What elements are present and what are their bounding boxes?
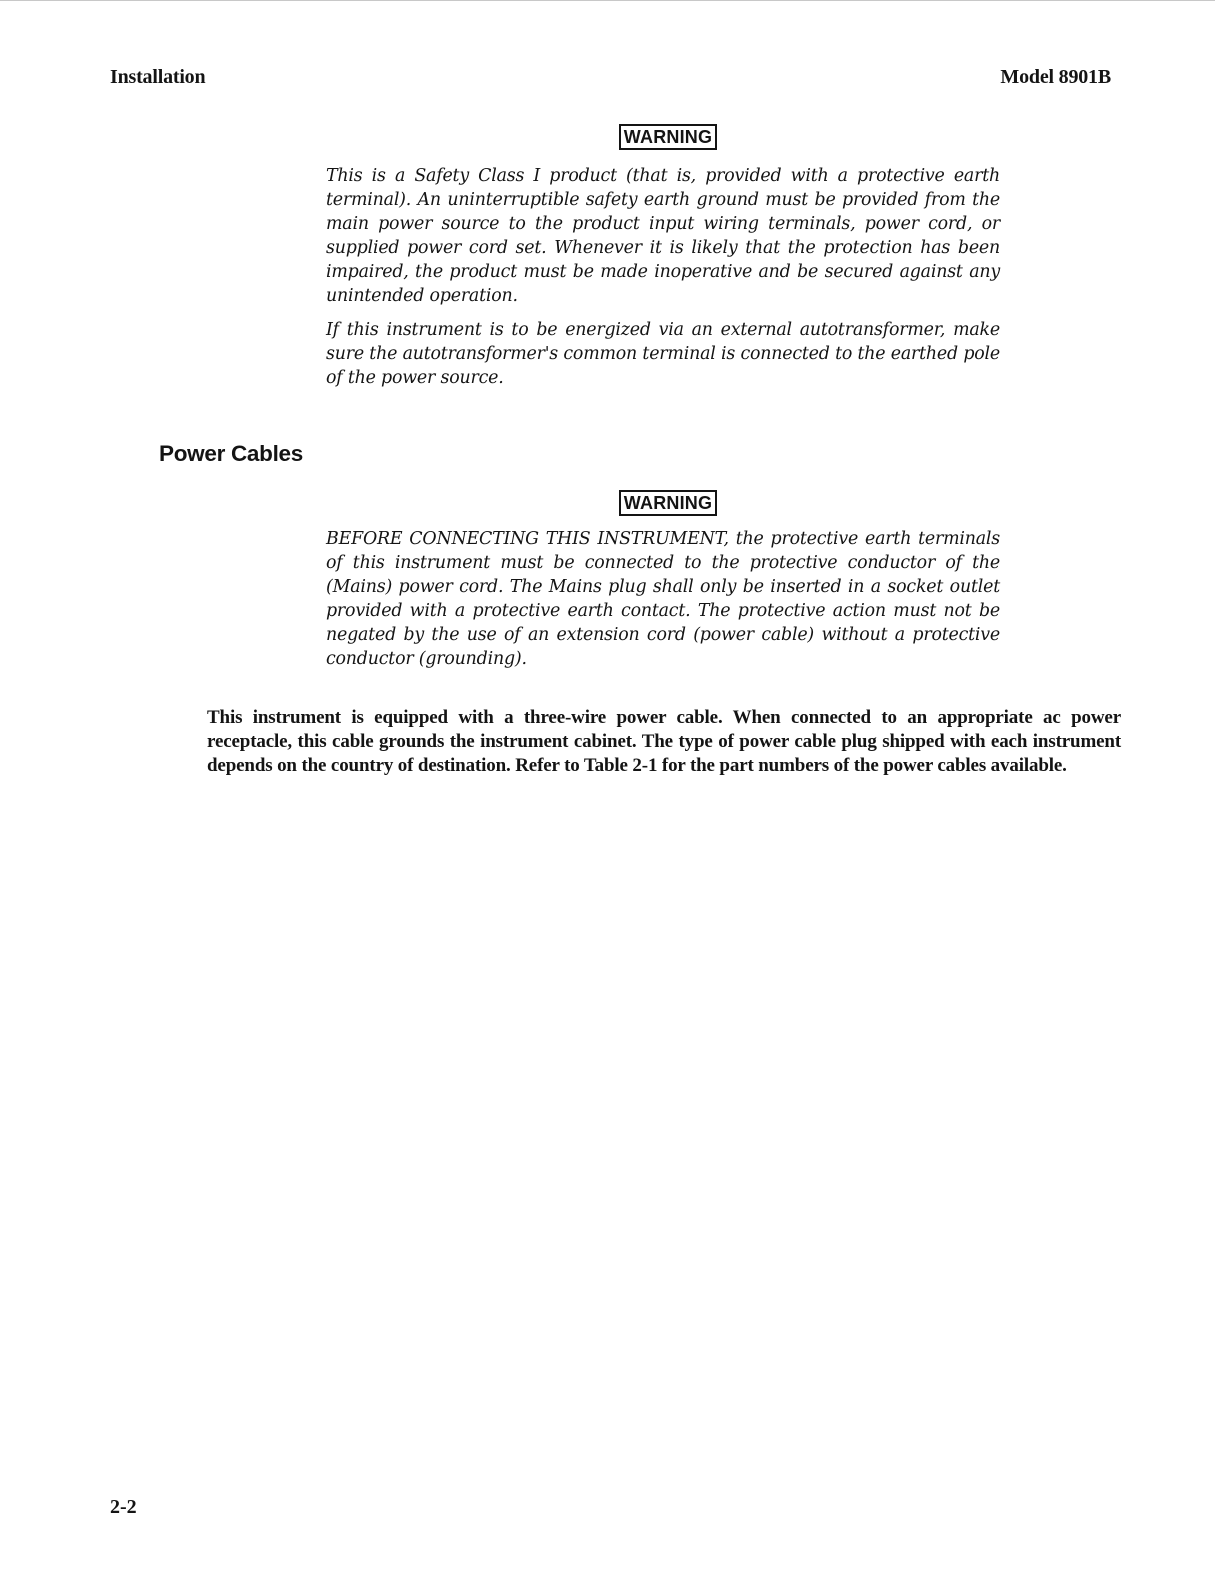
warning-paragraph: This is a Safety Class I product (that is, provided with a protective earth terminal). An uninterruptible safety earth ground must be provided from the main power source to the product input wiring terminals, power cord, or supplied power cord set. Whenever it is likely that the protection has been impaired, the product must be made inoperative and be secured against any unintended operation. xyxy=(326,166,1000,306)
power-cable-description: This instrument is equipped with a three-wire power cable. When connected to an appropriate ac power receptacle, this cable grounds the instrument cabinet. The type of power cable plug shipped with each instrument depends on the country of destination. Refer to Table 2-1 for the part numbers of the power cables available. xyxy=(207,707,1121,776)
grounding-warning xyxy=(326,490,1000,671)
warning-paragraph: If this instrument is to be energized via an external autotransformer, make sure the autotransformer's common terminal is connected to the earthed pole of the power source. xyxy=(326,320,1000,388)
warning-label: WARNING xyxy=(619,124,717,150)
warning-label: WARNING xyxy=(619,490,717,516)
page-top-rule xyxy=(0,0,1215,1)
page-number: 2-2 xyxy=(110,1496,137,1518)
section-heading-power-cables: Power Cables xyxy=(159,441,303,466)
running-header-section: Installation xyxy=(110,66,206,88)
running-header-model: Model 8901B xyxy=(1000,66,1111,88)
warning-paragraph: BEFORE CONNECTING THIS INSTRUMENT, the protective earth terminals of this instrument must be connected to the protective conductor of the (Mains) power cord. The Mains plug shall only be inserted in a socket outlet provided with a protective earth contact. The protective action must not be negated by the use of an extension cord (power cable) without a protective conductor (grounding). xyxy=(326,529,1000,669)
safety-class-warning xyxy=(326,124,1000,390)
